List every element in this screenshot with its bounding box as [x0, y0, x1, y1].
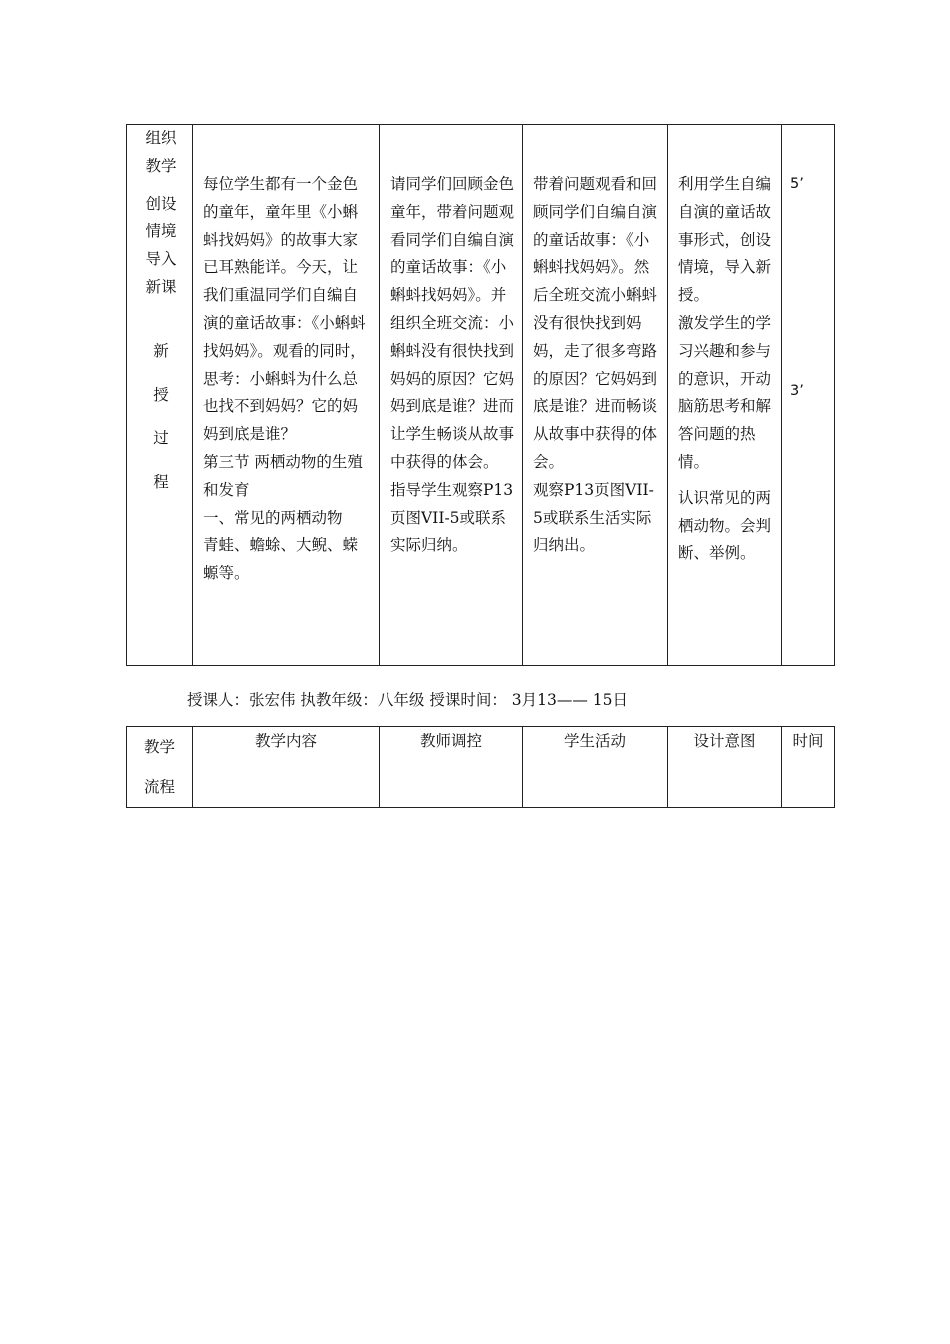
- flow-line: 授: [153, 385, 169, 404]
- header-text: 设计意图: [693, 732, 756, 750]
- student-paragraph: 带着问题观看和回顾同学们自编自演的童话故事：《小蝌蚪找妈妈》。然后全班交流小蝌蚪没有很快找到妈妈，走了很多弯路的原因？它妈妈到底是谁？进而畅谈从故事中获得的体会。: [533, 175, 658, 471]
- flow-line: 组织: [145, 129, 177, 147]
- student-cell: [523, 125, 668, 666]
- header-text: 流程: [143, 778, 175, 796]
- intent-cell: [668, 125, 782, 666]
- flow-line: 导入: [145, 250, 177, 269]
- time-value: 3’: [790, 382, 804, 399]
- teacher-paragraph: 指导学生观察P13页图VII-5或联系实际归纳。: [390, 480, 514, 555]
- subsection-heading: 一、常见的两栖动物: [203, 508, 343, 527]
- teacher-cell: [380, 125, 523, 666]
- flow-line: 新: [153, 341, 169, 360]
- header-cell-time: [782, 727, 835, 808]
- header-cell-flow: [127, 727, 193, 808]
- content-cell: [193, 125, 380, 666]
- content-paragraph: 每位学生都有一个金色的童年，童年里《小蝌蚪找妈妈》的故事大家已耳熟能详。今天，让我们重温同学们自编自演的童话故事：《小蝌蚪找妈妈》。观看的同时，思考：小蝌蚪为什么总也找不到妈妈？它的妈妈到底是谁？: [203, 175, 366, 444]
- header-text: 教学内容: [254, 732, 317, 750]
- header-text: 学生活动: [563, 732, 626, 750]
- time-value: 5’: [790, 176, 804, 192]
- header-table: [126, 726, 835, 808]
- flow-line: 情境: [145, 222, 177, 241]
- intent-paragraph: 激发学生的学习兴趣和参与的意识，开动脑筋思考和解答问题的热情。: [678, 313, 772, 471]
- teacher-paragraph: 请同学们回顾金色童年，带着问题观看同学们自编自演的童话故事：《小蝌蚪找妈妈》。并组织全班交流：小蝌蚪没有很快找到妈妈的原因？它妈妈到底是谁？进而让学生畅谈从故事中获得的体会。: [390, 175, 515, 471]
- flow-cell: [127, 125, 193, 666]
- content-paragraph: 青蛙、蟾蜍、大鲵、蝾螈等。: [203, 536, 359, 583]
- header-cell-intent: [668, 727, 782, 808]
- lesson-info-line: 授课人：张宏伟 执教年级：八年级 授课时间： 3月13—— 15日: [187, 691, 629, 709]
- flow-line: 过: [153, 429, 169, 448]
- header-cell-teacher: [380, 727, 523, 808]
- flow-line: 创设: [145, 194, 177, 213]
- time-cell: [782, 125, 835, 666]
- header-cell-content: [193, 727, 380, 808]
- header-cell-student: [523, 727, 668, 808]
- flow-line: 新课: [145, 277, 177, 296]
- table-row: [127, 125, 835, 666]
- intent-paragraph: 利用学生自编自演的童话故事形式，创设情境，导入新授。: [678, 175, 772, 305]
- table-row: [127, 727, 835, 808]
- intent-paragraph: 认识常见的两栖动物。会判断、举例。: [678, 488, 772, 563]
- section-heading: 第三节 两栖动物的生殖和发育: [203, 452, 363, 499]
- flow-line: 程: [153, 473, 169, 492]
- student-paragraph: 观察P13页图VII-5或联系生活实际归纳出。: [533, 480, 654, 555]
- lesson-table: [126, 124, 835, 666]
- header-text: 教学: [143, 738, 175, 756]
- flow-line: 教学: [145, 156, 177, 175]
- header-text: 教师调控: [419, 732, 482, 750]
- header-text: 时间: [792, 732, 824, 750]
